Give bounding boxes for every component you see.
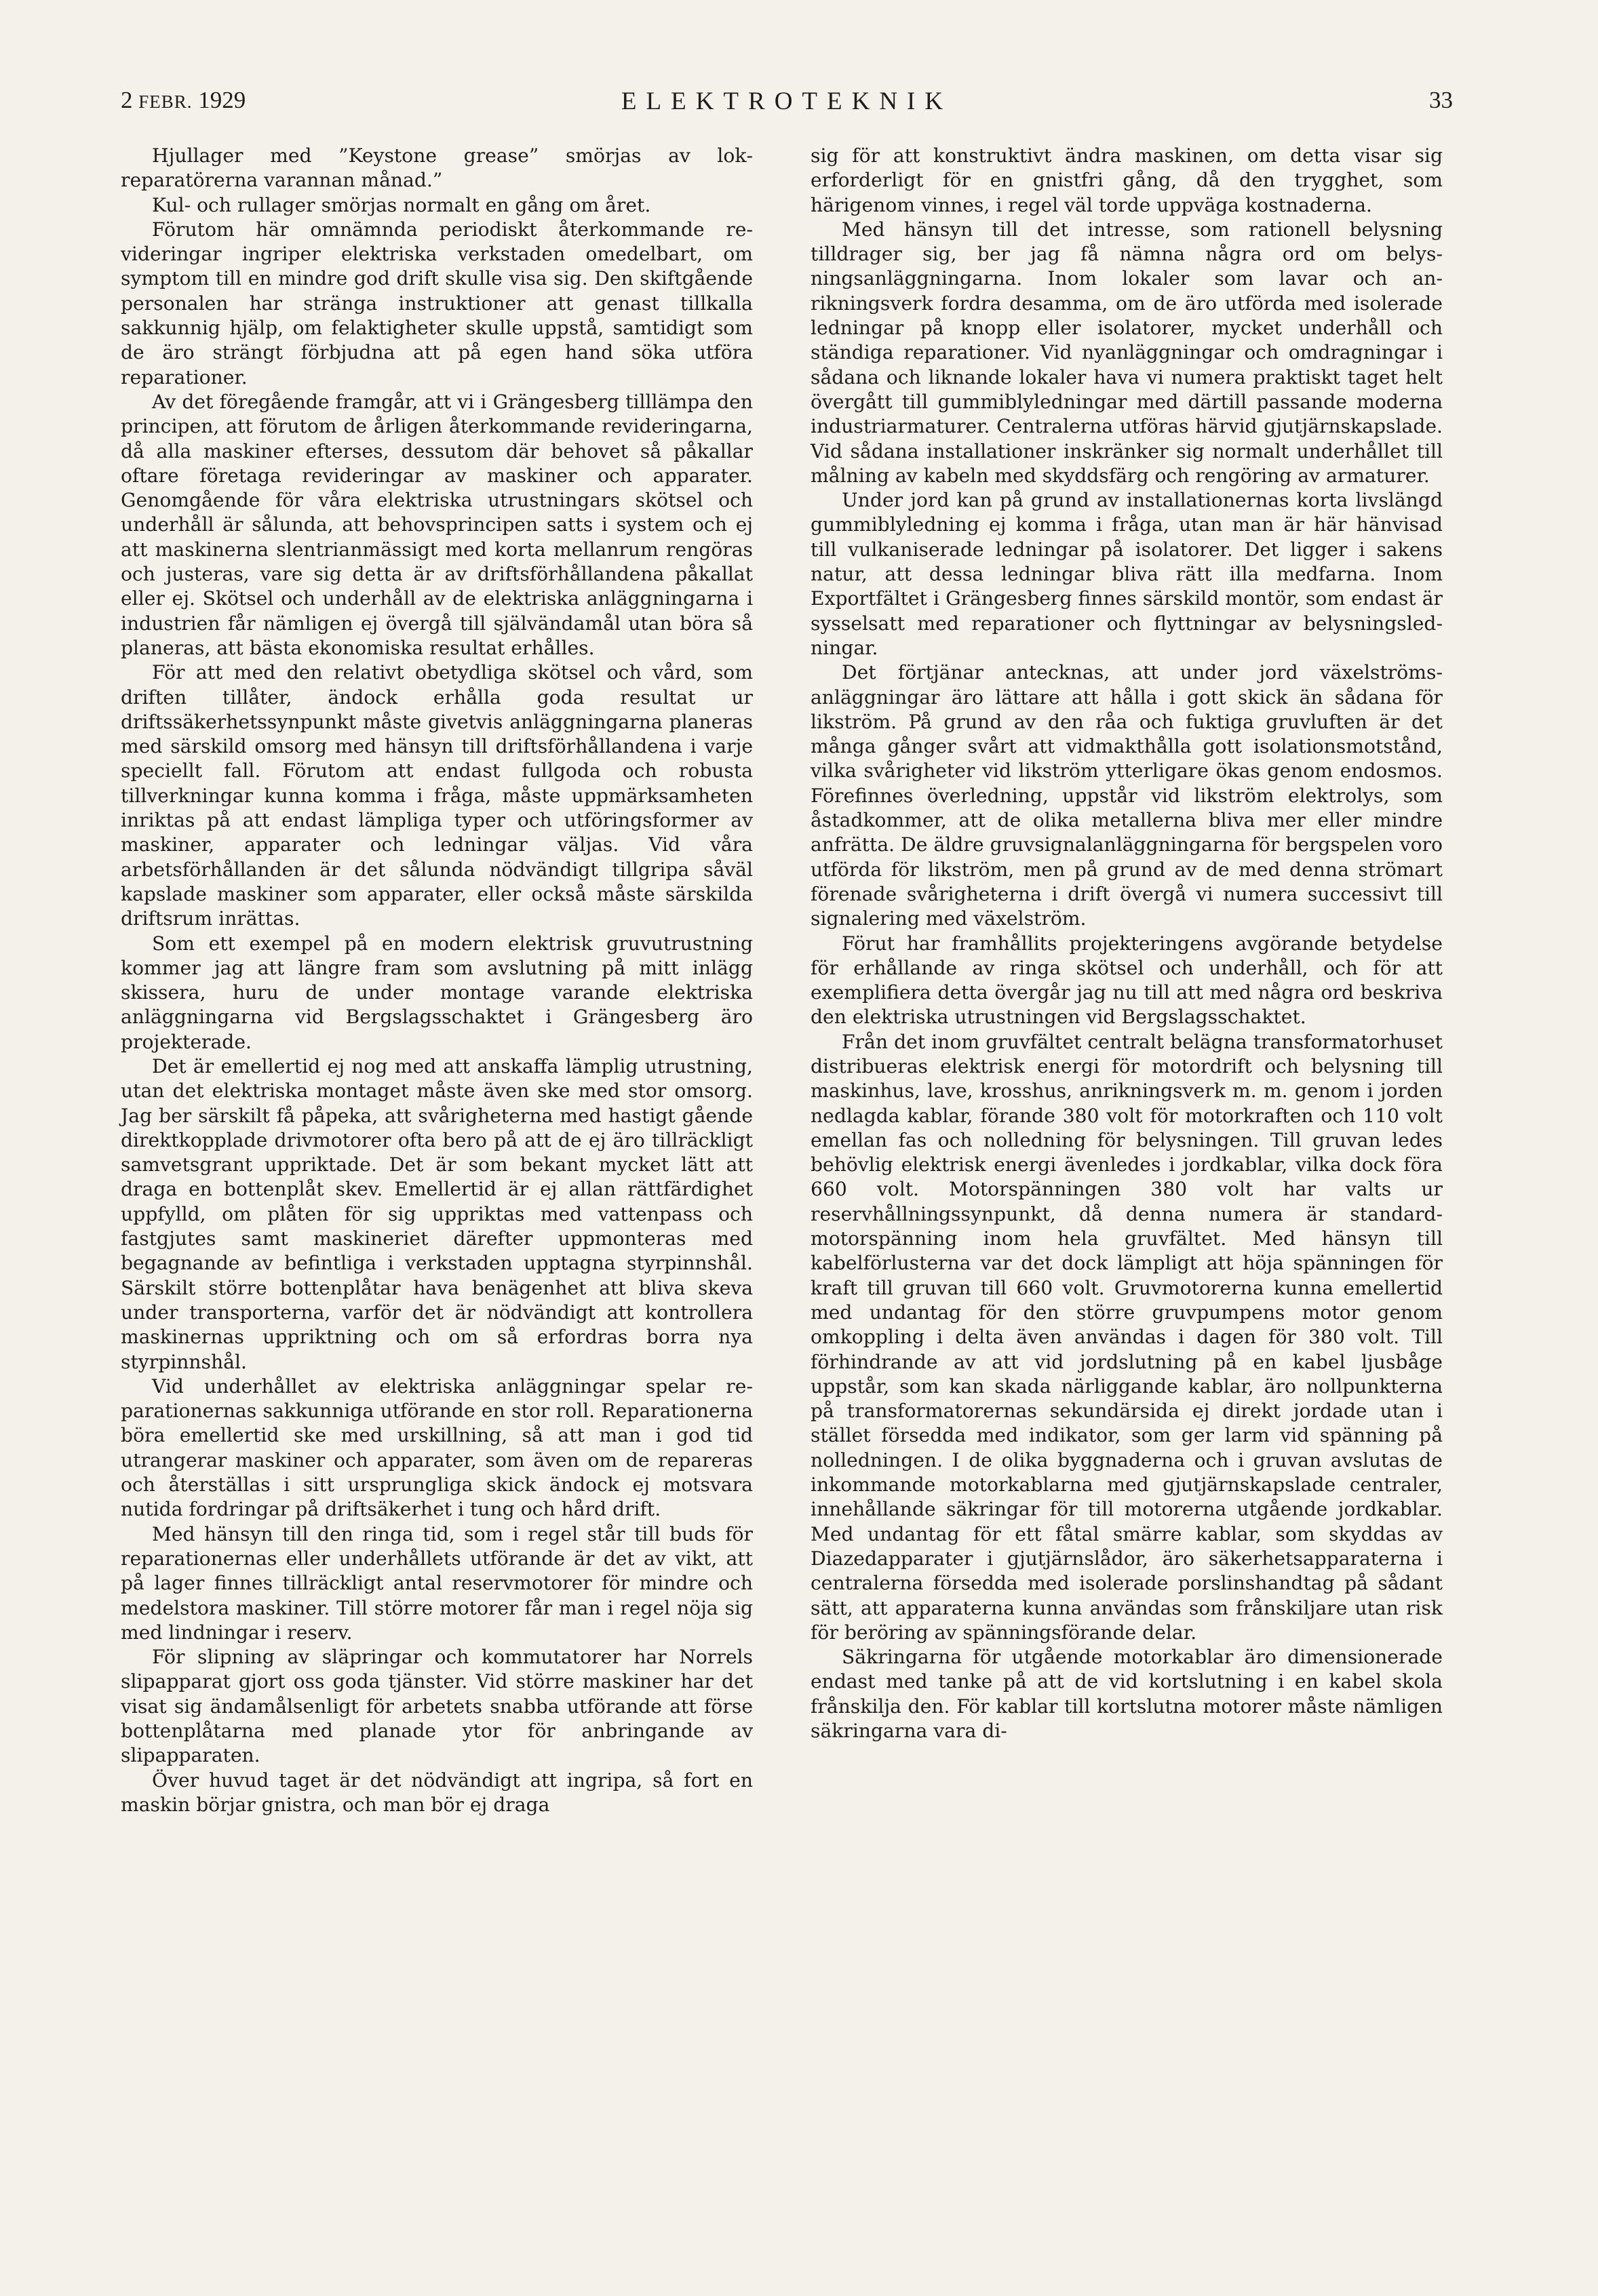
paragraph: Från det inom gruvfältet centralt belägna transformatorhuset distribueras elektrisk energi för motordrift och belysning till maskinhus, lave, krosshus, anrikningsverk m. m. genom i jorden nedlagda kablar, förande 380 volt för motorkraften och 110 volt emellan fas och nolledning för belysningen. Till gruvan ledes behövlig elektrisk energi ävenledes i jordkablar, vilka dock föra 660 volt. Motorspänningen 380 volt har valts ur reservhållningssynpunkt, då denna numera är standard-motorspänning inom hela gruvfältet. Med hänsyn till kabelförlusterna var det dock lämpligt att höja spänningen för kraft till gruvan till 660 volt. Gruvmotorerna kunna emellertid med undantag för den större gruvpumpens motor genom omkoppling i delta även användas i dagen för 380 volt. Till förhindrande av att vid jordslutning på en kabel ljusbåge uppstår, som kan skada närliggande kablar, äro nollpunkterna på transformatorernas sekundärsida ej direkt jordade utan i stället försedda med indikator, som ger larm vid spänning på nolledningen. I de olika byggnaderna och i gruvan avslutas de inkommande motorkablarna med gjutjärnskapslade centraler, innehållande säkringar för till motorerna utgående jordkablar. Med undantag för ett fåtal smärre kablar, som skyddas av Diazedapparater i gjutjärnslådor, äro säkerhetsapparaterna i centralerna försedda med isolerade porslinshandtag på sådant sätt, att apparaterna kunna användas som frånskiljare utan risk för beröring av spänningsförande delar. — [811, 1030, 1443, 1644]
right-column — [811, 144, 1443, 1743]
paragraph: Av det föregående framgår, att vi i Grängesberg tilllämpa den principen, att förutom de årligen återkommande revideringarna, då alla maskiner efterses, dessutom där behovet så påkallar oftare företaga revideringar av maskiner och apparater. Genomgående för våra elektriska utrustningars skötsel och underhåll är sålunda, att behovsprincipen satts i system och ej att maskinerna slentrianmässigt med korta mellanrum rengöras och justeras, vare sig detta är av driftsförhållandena påkallat eller ej. Skötsel och underhåll av de elektriska anläggningarna i industrien får nämligen ej övergå till självändamål utan böra så planeras, att bästa ekonomiska resultat erhålles. — [121, 390, 753, 659]
paragraph: För att med den relativt obetydliga skötsel och vård, som driften tillåter, ändock erhålla goda resultat ur driftssäkerhetssynpunkt måste givetvis anläggningarna planeras med särskild omsorg med hänsyn till driftsförhållandena i varje speciellt fall. Förutom att endast fullgoda och robusta tillverkningar kunna komma i fråga, måste uppmärksamheten inriktas på att endast lämpliga typer och utföringsformer av maskiner, apparater och ledningar väljas. Vid våra arbetsförhållanden är det sålunda nödvändigt tillgripa såväl kapslade maskiner som apparater, eller också måste särskilda driftsrum inrättas. — [121, 661, 753, 930]
paragraph: Med hänsyn till det intresse, som rationell belysning tilldrager sig, ber jag få nämna några ord om belysningsanläggningarna. Inom lokaler som lavar och anrikningsverk fordra desamma, om de äro utförda med isolerade ledningar på knopp eller isolatorer, mycket underhåll och ständiga reparationer. Vid nyanläggningar och omdragningar i sådana och liknande lokaler hava vi numera praktiskt taget helt övergått till gummiblyledningar med därtill passande moderna industriarmaturer. Centralerna utföras härvid gjutjärnskapslade. Vid sådana installationer inskränker sig normalt underhållet till målning av kabeln med skyddsfärg och rengöring av armaturer. — [811, 218, 1443, 487]
paragraph: Kul- och rullager smörjas normalt en gång om året. — [152, 193, 651, 216]
paragraph: Det förtjänar antecknas, att under jord växelströmsanläggningar äro lättare att hålla i gott skick än sådana för likström. På grund av den råa och fuktiga gruvluften är det många gånger svårt att vidmakthålla gott isolationsmotstånd, vilka svårigheter vid likström ytterligare ökas genom endosmos. Förefinnes överledning, uppstår vid likström elektrolys, som åstadkommer, att de olika metallerna bliva mer eller mindre anfrätta. De äldre gruvsignalanläggningarna för bergspelen voro utförda för likström, men på grund av de med denna strömart förenade svårigheterna i drift övergå vi numera successivt till signalering med växelström. — [811, 661, 1443, 930]
paragraph: Vid underhållet av elektriska anläggningar spelar reparationernas sakkunniga utförande en stor roll. Reparationerna böra emellertid ske med urskillning, så att man i god tid utrangerar maskiner och apparater, som även om de repareras och återställas i sitt ursprungliga skick ändock ej motsvara nutida fordringar på driftsäkerhet i tung och hård drift. — [121, 1374, 753, 1521]
paragraph: Hjullager med ”Keystone grease” smörjas av lokreparatörerna varannan månad.” — [121, 144, 753, 192]
paragraph: Förutom här omnämnda periodiskt återkommande revideringar ingriper elektriska verkstaden omedelbart, om symptom till en mindre god drift skulle visa sig. Den skiftgående personalen har stränga instruktioner att genast tillkalla sakkunnig hjälp, om felaktigheter skulle uppstå, samtidigt som de äro strängt förbjudna att på egen hand söka utföra reparationer. — [121, 218, 753, 389]
journal-title: ELEKTROTEKNIK — [621, 87, 953, 115]
paragraph: Säkringarna för utgående motorkablar äro dimensionerade endast med tanke på att de vid kortslutning i en kabel skola frånskilja den. För kablar till kortslutna motorer måste nämligen säkringarna vara di- — [811, 1646, 1443, 1742]
page-number: 33 — [1429, 87, 1453, 113]
issue-date: 2 FEBR. 1929 — [121, 87, 246, 113]
page-header — [121, 87, 1453, 125]
paragraph: För slipning av släpringar och kommutatorer har Norrels slipapparat gjort oss goda tjänster. Vid större maskiner har det visat sig ändamålsenligt för arbetets snabba utförande att förse bottenplåtarna med planade ytor för anbringande av slipapparaten. — [121, 1646, 753, 1767]
paragraph: Förut har framhållits projekteringens avgörande betydelse för erhållande av ringa skötsel och underhåll, och för att exemplifiera detta övergår jag nu till att med några ord beskriva den elektriska utrustningen vid Bergslagsschaktet. — [811, 932, 1443, 1029]
paragraph: sig för att konstruktivt ändra maskinen, om detta visar sig erforderligt för en gnistfri gång, då den trygghet, som härigenom vinnes, i regel väl torde uppväga kostnaderna. — [811, 144, 1443, 216]
paragraph: Som ett exempel på en modern elektrisk gruvutrustning kommer jag att längre fram som avslutning på mitt inlägg skissera, huru de under montage varande elektriska anläggningarna vid Bergslagsschaktet i Grängesberg äro projekterade. — [121, 932, 753, 1053]
paragraph: Med hänsyn till den ringa tid, som i regel står till buds för reparationernas eller underhållets utförande är det av vikt, att på lager finnes tillräckligt antal reservmotorer för mindre och medelstora maskiner. Till större motorer får man i regel nöja sig med lindningar i reserv. — [121, 1522, 753, 1644]
left-column — [121, 144, 753, 1817]
paragraph: Över huvud taget är det nödvändigt att ingripa, så fort en maskin börjar gnistra, och man bör ej draga — [121, 1768, 753, 1816]
paragraph: Under jord kan på grund av installationernas korta livslängd gummiblyledning ej komma i fråga, utan man är här hänvisad till vulkaniserade ledningar på isolatorer. Det ligger i sakens natur, att dessa ledningar bliva rätt illa medfarna. Inom Exportfältet i Grängesberg finnes särskild montör, som endast är sysselsatt med reparationer och flyttningar av belysningsledningar. — [811, 489, 1443, 659]
paragraph: Det är emellertid ej nog med att anskaffa lämplig utrustning, utan det elektriska montaget måste även ske med stor omsorg. Jag ber särskilt få påpeka, att svårigheterna med hastigt gående direktkopplade drivmotorer ofta bero på att de ej äro tillräckligt samvetsgrant uppriktade. Det är som bekant mycket lätt att draga en bottenplåt skev. Emellertid är ej allan rättfärdighet uppfylld, om plåten för sig uppriktas med vattenpass och fastgjutes samt maskineriet därefter uppmonteras med begagnande av befintliga i verkstaden upptagna styrpinnshål. Särskilt större bottenplåtar hava benägenhet att bliva skeva under transporterna, varför det är nödvändigt att kontrollera maskinernas uppriktning och om så erfordras borra nya styrpinnshål. — [121, 1054, 753, 1373]
